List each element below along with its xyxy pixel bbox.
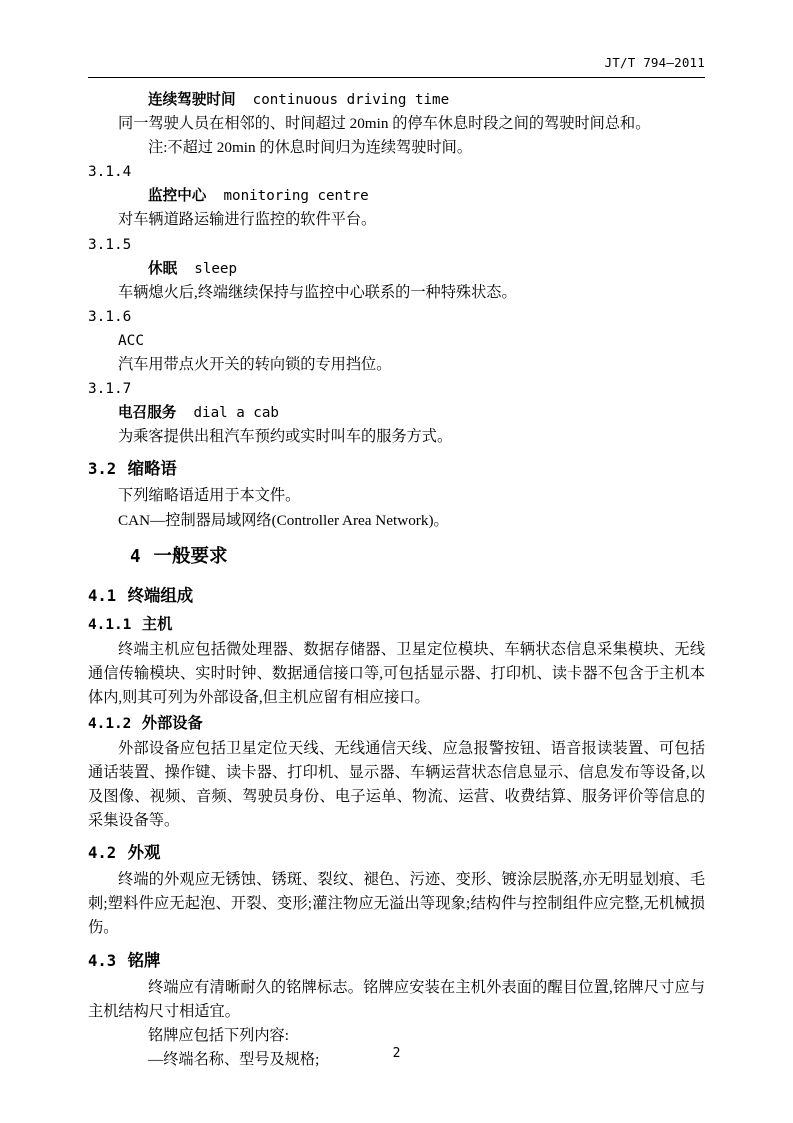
section-41-number: 4.1 xyxy=(88,586,117,605)
clause-412-heading xyxy=(88,710,705,737)
clause-315-number: 3.1.5 xyxy=(88,236,132,253)
clause-314-term xyxy=(148,184,705,208)
term-313 xyxy=(148,88,705,112)
term-313-en: continuous driving time xyxy=(252,92,450,108)
clause-316-term-cn: ACC xyxy=(118,332,144,349)
section-43-heading xyxy=(88,946,705,976)
clause-315-term xyxy=(148,257,705,281)
section-43-body1: 终端应有清晰耐久的铭牌标志。铭牌应安装在主机外表面的醒目位置,铭牌尺寸应与主机结构尺寸相适宜。 xyxy=(88,978,705,1020)
clause-317-definition: 为乘客提供出租汽车预约或实时叫车的服务方式。 xyxy=(118,428,453,446)
section-41-title: 终端组成 xyxy=(127,585,194,605)
clause-317-term-cn: 电召服务 xyxy=(118,404,177,422)
section-41-heading xyxy=(88,581,705,611)
section-43-body3: —终端名称、型号及规格; xyxy=(148,1050,320,1068)
page-body xyxy=(88,88,705,1072)
section-43-title: 铭牌 xyxy=(127,950,161,970)
clause-315-term-cn: 休眠 xyxy=(148,259,178,277)
clause-412-title: 外部设备 xyxy=(141,713,203,732)
header-divider xyxy=(88,77,705,78)
section-42-title: 外观 xyxy=(127,843,161,863)
clause-411-heading xyxy=(88,611,705,638)
term-313-note: 注:不超过 20min 的休息时间归为连续驾驶时间。 xyxy=(148,139,473,157)
clause-411-number: 4.1.1 xyxy=(88,616,132,633)
section-42-body: 终端的外观应无锈蚀、锈斑、裂纹、褪色、污迹、变形、镀涂层脱落,亦无明显划痕、毛刺;塑料件应无起泡、开裂、变形;灌注物应无溢出等现象;结构件与控制组件应完整,无机械损伤。 xyxy=(88,871,705,937)
section-32-title: 缩略语 xyxy=(127,459,177,479)
section-42-heading xyxy=(88,838,705,868)
clause-412-body: 外部设备应包括卫星定位天线、无线通信天线、应急报警按钮、语音报读装置、可包括通话装置、操作键、读卡器、打印机、显示器、车辆运营状态信息显示、信息发布等设备,以及图像、视频、音频、驾驶员身份、电子运单、物流、运营、收费结算、服务评价等信息的采集设备等。 xyxy=(88,739,705,830)
clause-317-term-en: dial a cab xyxy=(193,405,279,422)
section-32-number: 3.2 xyxy=(88,460,117,479)
clause-314-number: 3.1.4 xyxy=(88,164,132,181)
section-42-number: 4.2 xyxy=(88,844,117,863)
clause-412-number: 4.1.2 xyxy=(88,715,132,732)
section-32-line1: 下列缩略语适用于本文件。 xyxy=(118,487,301,505)
section-43-number: 4.3 xyxy=(88,951,117,970)
section-4-heading xyxy=(88,538,705,576)
clause-411-title: 主机 xyxy=(141,614,173,633)
page-number: 2 xyxy=(392,1046,401,1061)
section-32-line2: CAN—控制器局域网络(Controller Area Network)。 xyxy=(118,511,449,529)
clause-314-term-cn: 监控中心 xyxy=(148,187,207,205)
clause-315-term-en: sleep xyxy=(194,260,238,277)
section-32-heading xyxy=(88,454,705,484)
section-43-body2: 铭牌应包括下列内容: xyxy=(148,1026,289,1044)
page-sheet xyxy=(88,0,705,1123)
standard-id: JT/T 794—2011 xyxy=(604,55,705,70)
clause-411-body: 终端主机应包括微处理器、数据存储器、卫星定位模块、车辆状态信息采集模块、无线通信传输模块、实时时钟、数据通信接口等,可包括显示器、打印机、读卡器不包含于主机本体内,则其可列为外部设备,但主机应留有相应接口。 xyxy=(88,640,705,706)
term-313-cn: 连续驾驶时间 xyxy=(148,91,236,108)
page-footer xyxy=(88,1046,705,1061)
clause-314-definition: 对车辆道路运输进行监控的软件平台。 xyxy=(118,211,377,229)
term-313-definition: 同一驾驶人员在相邻的、时间超过 20min 的停车休息时段之间的驾驶时间总和。 xyxy=(118,115,651,133)
clause-317-term xyxy=(118,401,705,425)
page-header xyxy=(88,55,705,70)
section-4-title: 一般要求 xyxy=(153,545,228,567)
clause-314-term-en: monitoring centre xyxy=(223,188,369,205)
clause-317-number: 3.1.7 xyxy=(88,381,132,398)
clause-316-definition: 汽车用带点火开关的转向锁的专用挡位。 xyxy=(118,356,392,374)
section-4-number: 4 xyxy=(130,546,141,567)
clause-316-number: 3.1.6 xyxy=(88,308,132,325)
clause-315-definition: 车辆熄火后,终端继续保持与监控中心联系的一种特殊状态。 xyxy=(118,283,517,301)
